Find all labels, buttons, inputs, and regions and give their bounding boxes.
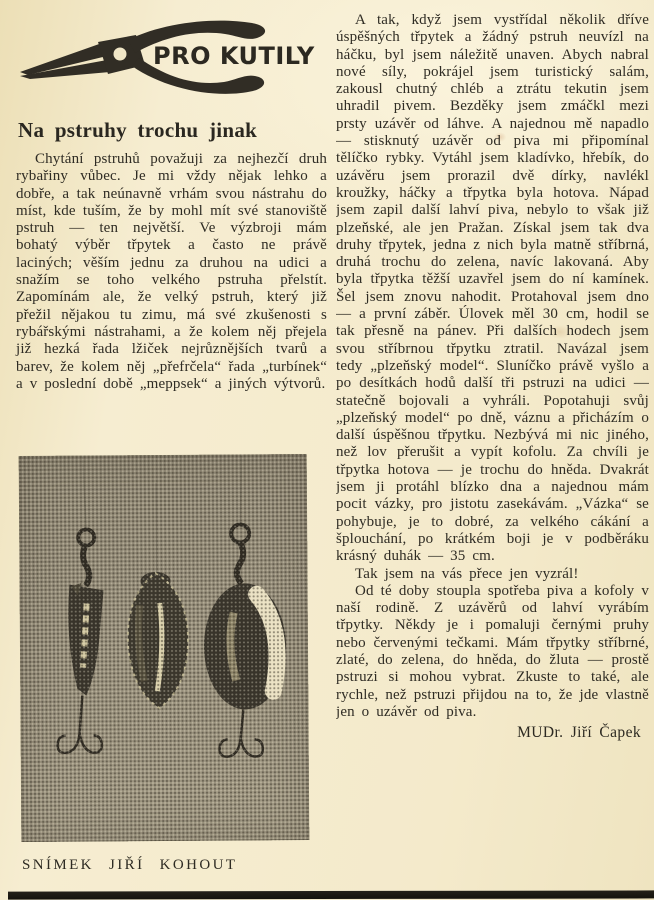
photo-caption: SNÍMEK JIŘÍ KOHOUT (22, 857, 238, 873)
lure-left (56, 529, 105, 752)
right-column (336, 12, 649, 874)
pliers-icon (16, 16, 326, 102)
paragraph: Od té doby stoupla spotřeba piva a kofoly v naší rodině. Z uzávěrů od lahví vyrábím třpytky. Někdy je i pomaluji černými pruhy nebo červenými tečkami. Mám třpytky stříbrné, zlaté, do zelena, do hněda, do žluta — prostě pstruzi si mohou vybrat. Zkuste to také, ale rychle, než pstruzi přijdou na to, že jde vlastně jen o uzávěr od piva. (336, 582, 649, 720)
logo-text: PRO KUTILY (153, 42, 315, 70)
left-column (16, 16, 327, 393)
paragraph: Chytání pstruhů považuji za nejhezčí druh rybařiny vůbec. Je mi vždy nějak lehko a dobře, a tak neúnavně vrhám svou nástrahu do míst, kde tuším, že by mohl mít své stanoviště pstruh — ten největší. Ve výzbroji mám bohatý výběr třpytek a často ne právě laciných; věším jednu za druhou na udici a snažím se toho velkého pstruha přelstít. Zapomínám ale, že velký pstruh, který již přežil nějakou tu zimu, má své zkušenosti s rybářskými nástrahami, a že kolem něj přejela již hezká řada lžiček nejrůznějších tvarů a barev, že kolem něj „přefrčela“ řada „turbínek“ a v poslední době „meppsek“ a jiných výtvorů. (16, 151, 327, 392)
author-byline: MUDr. Jiří Čapek (517, 724, 641, 742)
lures-photo (19, 454, 310, 842)
paragraph: A tak, když jsem vystřídal několik dříve úspěšných třpytek a žádný pstruh neuvízl na háčku, byl jsem náležitě unaven. Abych nabral nové síly, pokrájel jsem turistický salám, zakousl chutný chléb a ztrátu tekutin jsem uhradil pivem. Bezděky jsem zmáčkl mezi prsty uzávěr od láhve. A najednou mě napadlo — stisknutý uzávěr od piva mi připomínal tělíčko rybky. Vytáhl jsem kladívko, hřebík, do uzávěru jsem prorazil dvě dírky, navlékl kroužky, háčky a třpytka byla hotova. Nápad jsem zapil další lahví piva, nebylo to však již plzeňské, ale jen Pražan. Získal jsem tak dva druhy třpytek, jedna z nich byla matně stříbrná, druhá trochu do zelena, navíc lakovaná. Aby byla třpytka těžší uzavřel jsem do ní kamínek. Šel jsem znovu nahodit. Protahoval jsem dno — a první záběr. Úlovek měl 30 cm, hodil se tak přesně na pánev. Při dalších hodech jsem svou stříbrnou třpytku ztratil. Navázal jsem tedy „plzeňský model“. Sluníčko právě vyšlo a po desítkách hodů další tři pstruzi na udici — statečně bojovali a vyhráli. Popotahuji svůj „plzeňský model“ po dně, váznu a přicházím o další úspěšnou třpytku. Nezbývá mi nic jiného, než lov přerušit a vypít kofolu. Za chvíli je třpytka hotova — je trochu do hněda. Dvakrát jsem ji protáhl blízko dna a najednou mám pocit vázky, pro jistotu zasekávám. „Vázka“ se pohybuje, je to dobré, za velkého cákání a šplouchání, po krátkém boji je v podběráku krásný duhák — 35 cm. (336, 12, 649, 565)
paragraph: Tak jsem na vás přece jen vyzrál! (355, 565, 579, 582)
pliers-pivot (114, 48, 127, 61)
lure-middle (127, 572, 188, 708)
fishing-lines (83, 454, 243, 573)
masthead-logo (16, 16, 326, 102)
lure-right (203, 524, 287, 757)
bottom-rule (8, 890, 654, 899)
lures-illustration (19, 454, 310, 842)
article-title: Na pstruhy trochu jinak (18, 118, 258, 142)
article-body-left (16, 151, 327, 393)
